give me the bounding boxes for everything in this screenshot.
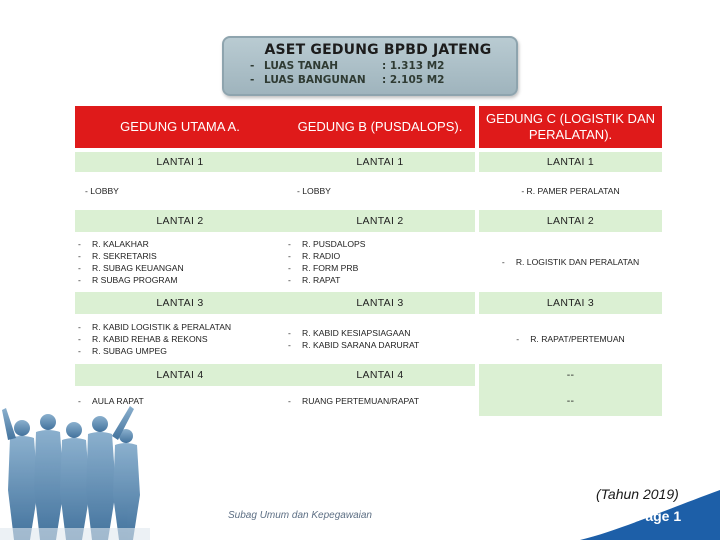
floor-band-2-b: LANTAI 2 bbox=[285, 210, 475, 232]
land-area-row: - LUAS TANAH : 1.313 M2 bbox=[250, 60, 445, 72]
page-number: Page 1 bbox=[636, 508, 682, 524]
room-item: - R. RADIO bbox=[288, 251, 341, 261]
floor-band-1-c: LANTAI 1 bbox=[479, 152, 662, 172]
floor-band-3-c: LANTAI 3 bbox=[479, 292, 662, 314]
building-area-value: : 2.105 M2 bbox=[382, 74, 445, 86]
room-item: - R. PAMER PERALATAN bbox=[521, 186, 620, 196]
page-title: ASET GEDUNG BPBD JATENG bbox=[264, 42, 492, 58]
floor-band-4-b: LANTAI 4 bbox=[285, 364, 475, 386]
room-item: - R. PUSDALOPS bbox=[288, 239, 366, 249]
room-item: - LOBBY bbox=[297, 186, 331, 196]
room-item: - R. KABID LOGISTIK & PERALATAN bbox=[78, 322, 232, 332]
cell-floor2-b bbox=[285, 232, 475, 292]
floor-band-1-b: LANTAI 1 bbox=[285, 152, 475, 172]
room-item: - LOBBY bbox=[85, 186, 119, 196]
room-item: - R. RAPAT bbox=[288, 275, 341, 285]
floor-band-4-c: -- bbox=[479, 364, 662, 386]
room-item: - R. SEKRETARIS bbox=[78, 251, 157, 261]
cell-floor1-a bbox=[75, 172, 285, 210]
room-item: - R SUBAG PROGRAM bbox=[78, 275, 178, 285]
cell-floor2-a bbox=[75, 232, 285, 292]
land-area-value: : 1.313 M2 bbox=[382, 60, 445, 72]
room-item: - R. KABID SARANA DARURAT bbox=[288, 340, 420, 350]
room-item: -- bbox=[566, 395, 575, 407]
column-header-gedung-a: GEDUNG UTAMA A. bbox=[75, 106, 285, 148]
column-header-gedung-c: GEDUNG C (LOGISTIK DAN PERALATAN). bbox=[479, 106, 662, 148]
room-item: - R. KALAKHAR bbox=[78, 239, 149, 249]
cell-floor4-c bbox=[479, 386, 662, 416]
floor-band-2-a: LANTAI 2 bbox=[75, 210, 285, 232]
room-item: - AULA RAPAT bbox=[78, 396, 144, 406]
floor-band-3-b: LANTAI 3 bbox=[285, 292, 475, 314]
corner-decoration bbox=[560, 0, 720, 40]
year-label: (Tahun 2019) bbox=[596, 486, 679, 502]
room-item: - RUANG PERTEMUAN/RAPAT bbox=[288, 396, 419, 406]
building-area-row: - LUAS BANGUNAN : 2.105 M2 bbox=[250, 74, 445, 86]
room-item: - R. FORM PRB bbox=[288, 263, 359, 273]
floor-band-4-a: LANTAI 4 bbox=[75, 364, 285, 386]
cell-floor4-b bbox=[285, 386, 475, 416]
floor-band-1-a: LANTAI 1 bbox=[75, 152, 285, 172]
cell-floor3-c bbox=[479, 314, 662, 364]
room-item: - R. LOGISTIK DAN PERALATAN bbox=[501, 257, 640, 267]
room-item: - R. RAPAT/PERTEMUAN bbox=[516, 334, 625, 344]
column-header-gedung-b: GEDUNG B (PUSDALOPS). bbox=[285, 106, 475, 148]
title-box bbox=[222, 36, 518, 96]
footer-caption: Subag Umum dan Kepegawaian bbox=[228, 510, 372, 521]
cell-floor3-b bbox=[285, 314, 475, 364]
room-item: - R. SUBAG UMPEG bbox=[78, 346, 167, 356]
building-area-label: LUAS BANGUNAN bbox=[264, 74, 366, 86]
cell-floor1-b bbox=[285, 172, 475, 210]
floor-band-3-a: LANTAI 3 bbox=[75, 292, 285, 314]
cell-floor2-c bbox=[479, 232, 662, 292]
land-area-label: LUAS TANAH bbox=[264, 60, 339, 72]
cell-floor1-c bbox=[479, 172, 662, 210]
room-item: - R. KABID KESIAPSIAGAAN bbox=[288, 328, 411, 338]
cell-floor3-a bbox=[75, 314, 285, 364]
room-item: - R. KABID REHAB & REKONS bbox=[78, 334, 208, 344]
business-team-image bbox=[0, 400, 150, 540]
floor-band-2-c: LANTAI 2 bbox=[479, 210, 662, 232]
room-item: - R. SUBAG KEUANGAN bbox=[78, 263, 184, 273]
